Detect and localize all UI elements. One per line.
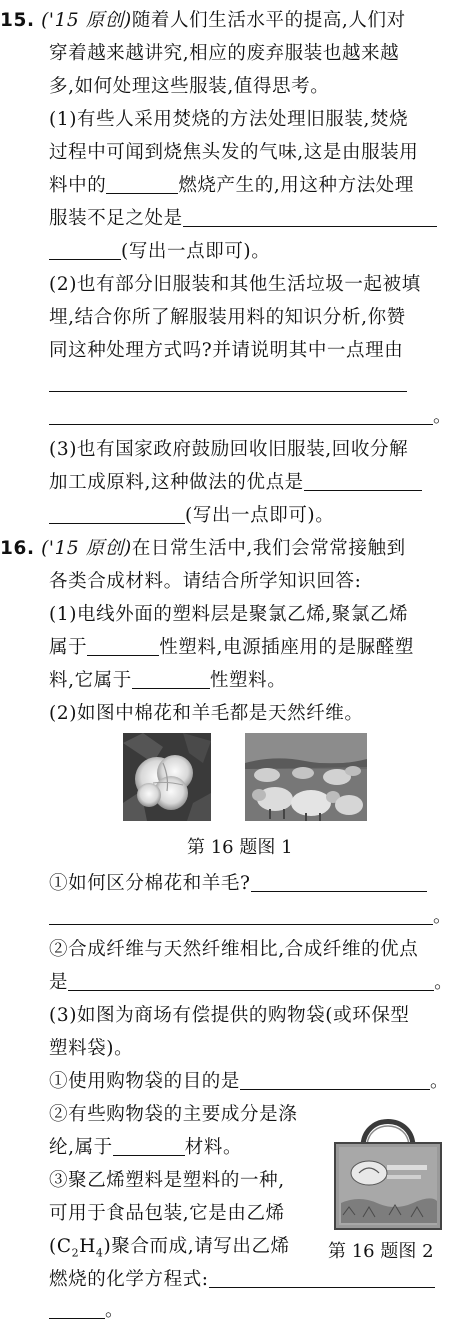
- q16-part3-q3-line-2: 可用于食品包装,它是由乙烯: [49, 1203, 285, 1224]
- q15-part1-line-3: 料中的 燃烧产生的,用这种方法处理: [49, 175, 414, 196]
- answer-blank[interactable]: [49, 503, 185, 524]
- q16-part3-q2-line-2: 纶,属于 材料。: [49, 1137, 243, 1158]
- question-source: ('15 原创): [41, 538, 132, 559]
- q16-part3-q3-line-5: 。: [49, 1296, 459, 1326]
- q16-part1-line-2: 属于 性塑料,电源插座用的是脲醛塑: [49, 637, 414, 658]
- answer-blank[interactable]: [304, 470, 422, 491]
- q16-part2-line-1: (2)如图中棉花和羊毛都是天然纤维。: [49, 703, 364, 724]
- answer-blank[interactable]: [49, 904, 433, 925]
- q15-part3-line-2: 加工成原料,这种做法的优点是: [49, 468, 459, 498]
- q16-line-2: 各类合成材料。请结合所学知识回答:: [49, 571, 362, 592]
- q15-part2-line-4: [49, 369, 459, 399]
- question-number: 15.: [0, 10, 35, 31]
- q16-part3-q3-line-4: 燃烧的化学方程式:: [49, 1265, 459, 1295]
- answer-blank[interactable]: [49, 404, 433, 425]
- q15-part1-line-4: 服装不足之处是: [49, 204, 459, 234]
- question-number: 16.: [0, 538, 35, 559]
- sheep-photo: [245, 733, 367, 821]
- figure-2-caption: 第 16 题图 2: [328, 1241, 434, 1262]
- q16-part1-line-1: (1)电线外面的塑料层是聚氯乙烯,聚氯乙烯: [49, 604, 409, 625]
- q15-part1-line-2: 过程中可闻到烧焦头发的气味,这是由服装用: [49, 142, 419, 163]
- q16-part3-q1-line: ①使用购物袋的目的是 。: [49, 1071, 450, 1092]
- answer-blank[interactable]: [251, 871, 427, 892]
- q15-part1-line-1: (1)有些人采用焚烧的方法处理旧服装,焚烧: [49, 109, 409, 130]
- q15-line-2: 穿着越来越讲究,相应的废弃服装也越来越: [49, 43, 400, 64]
- answer-blank[interactable]: [49, 1298, 105, 1319]
- q16-part3-line-1: (3)如图为商场有偿提供的购物袋(或环保型: [49, 1005, 410, 1026]
- q16-part1-line-3: 料,它属于 性塑料。: [49, 670, 287, 691]
- q16-part3-q3-line-1: ③聚乙烯塑料是塑料的一种,: [49, 1170, 285, 1191]
- answer-blank[interactable]: [106, 173, 178, 194]
- q16-part3-q2-line-1: ②有些购物袋的主要成分是涤: [49, 1104, 298, 1125]
- q15-part3-line-3: (写出一点即可)。: [49, 501, 459, 531]
- answer-blank[interactable]: [183, 206, 437, 227]
- q15-part2-line-2: 埋,结合你所了解服装用料的知识分析,你赞: [49, 307, 406, 328]
- figure-1-caption: 第 16 题图 1: [187, 837, 293, 858]
- q15-part2-line-5: 。: [49, 402, 459, 432]
- q15-part1-line-5: (写出一点即可)。: [49, 237, 459, 267]
- q15-line-3: 多,如何处理这些服装,值得思考。: [49, 76, 330, 97]
- question-stem: 随着人们生活水平的提高,人们对: [131, 10, 406, 31]
- q16-part3-line-2: 塑料袋)。: [49, 1038, 134, 1059]
- answer-blank[interactable]: [49, 371, 407, 392]
- q16-part2-q1-line-1: ①如何区分棉花和羊毛?: [49, 869, 459, 899]
- answer-blank[interactable]: [113, 1135, 185, 1156]
- q15-part2-line-3: 同这种处理方式吗?并请说明其中一点理由: [49, 340, 404, 361]
- shopping-bag-photo: [329, 1103, 447, 1233]
- q16-part2-q2-line-1: ②合成纤维与天然纤维相比,合成纤维的优点: [49, 939, 419, 960]
- q16-line-1: [0, 534, 464, 564]
- answer-blank[interactable]: [49, 239, 121, 260]
- answer-blank[interactable]: [87, 635, 159, 656]
- q15-part2-line-1: (2)也有部分旧服装和其他生活垃圾一起被填: [49, 274, 421, 295]
- q15-part3-line-1: (3)也有国家政府鼓励回收旧服装,回收分解: [49, 439, 409, 460]
- answer-blank[interactable]: [68, 970, 434, 991]
- answer-blank[interactable]: [209, 1267, 435, 1288]
- q16-part2-q2-line-2: 是 。: [49, 972, 454, 993]
- answer-blank[interactable]: [240, 1069, 430, 1090]
- question-source: ('15 原创): [41, 10, 132, 31]
- cotton-photo: [123, 733, 211, 821]
- answer-blank[interactable]: [132, 668, 210, 689]
- q16-part2-q1-line-2: 。: [49, 902, 459, 932]
- q16-part3-q3-line-3: $(C_2H_4)$聚合而成,请写出乙烯: [49, 1236, 290, 1260]
- q15-line-1: [0, 6, 464, 36]
- question-stem: 在日常生活中,我们会常常接触到: [131, 538, 406, 559]
